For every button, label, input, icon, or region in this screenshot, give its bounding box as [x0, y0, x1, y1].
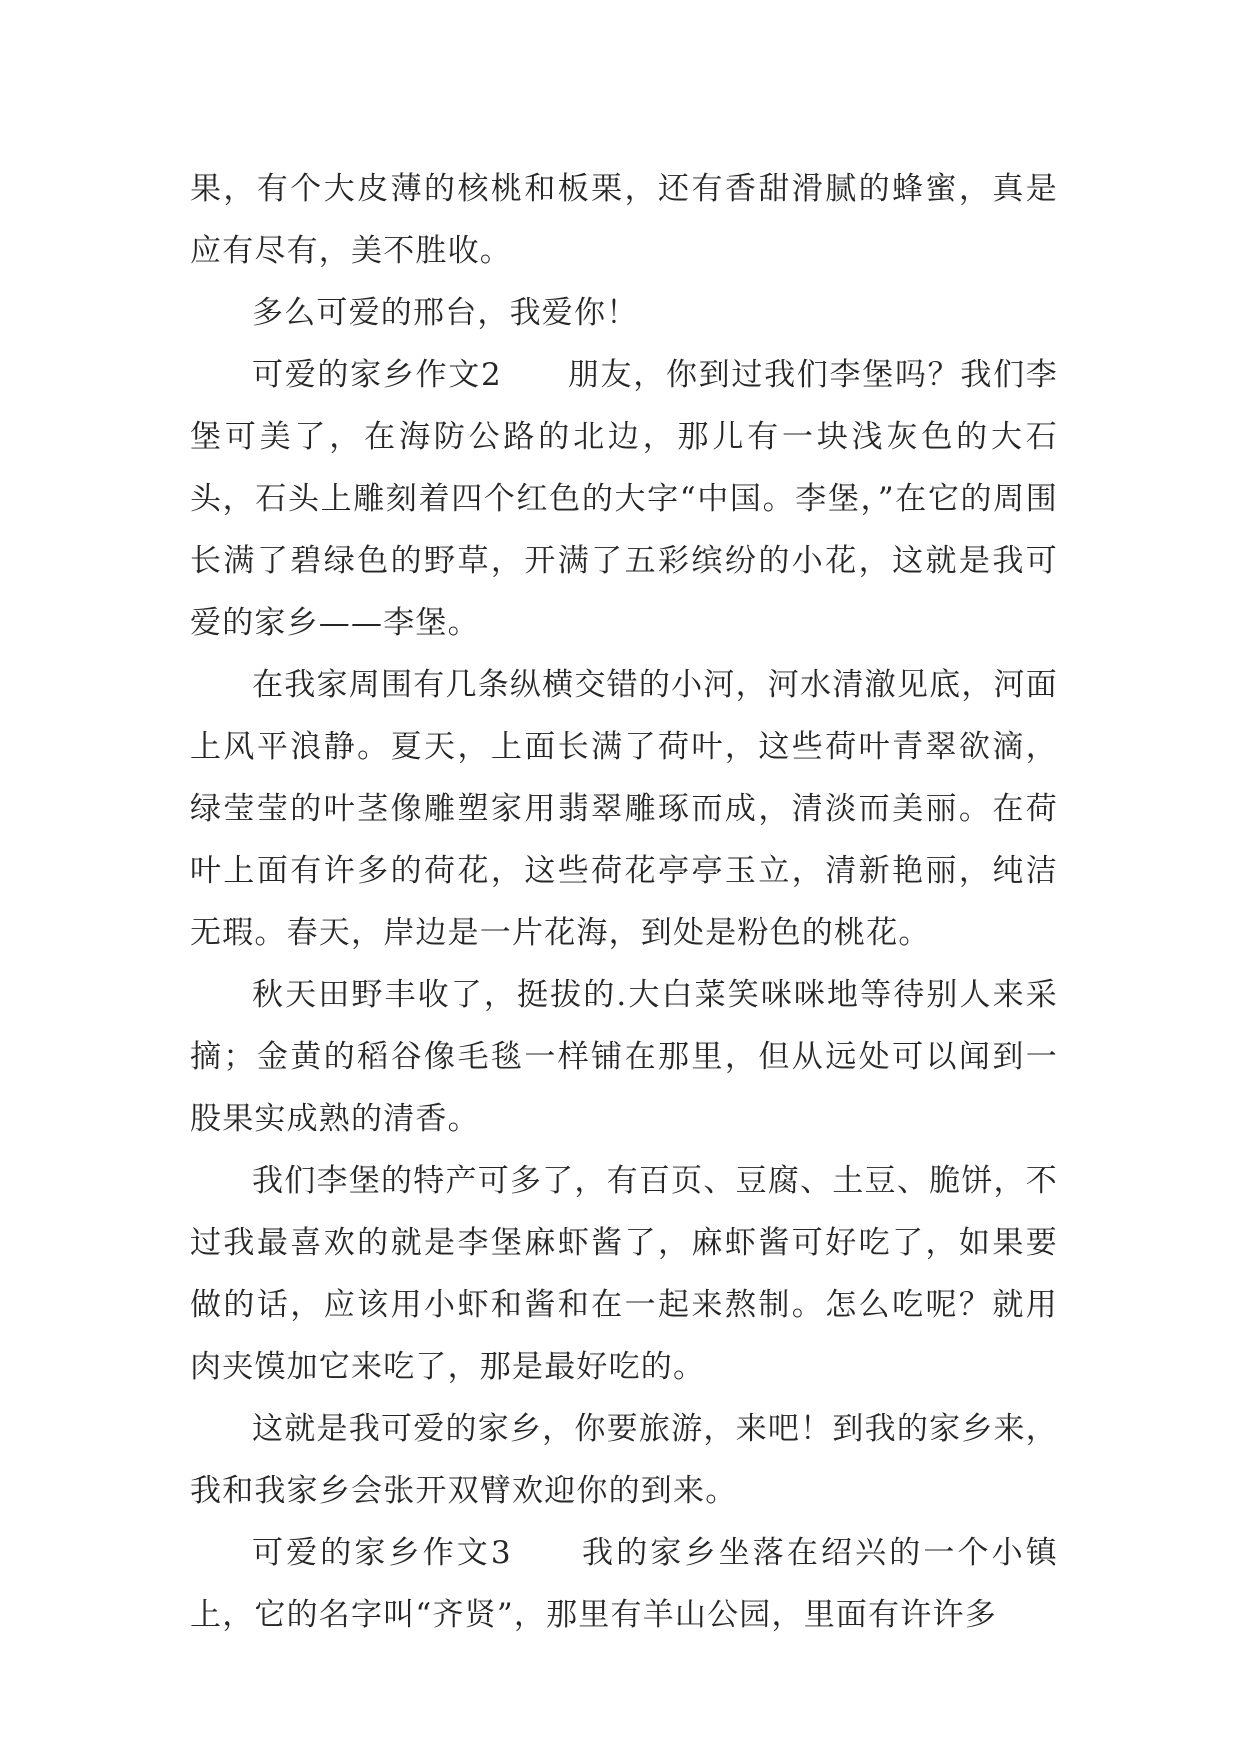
paragraph: 可爱的家乡作文3 我的家乡坐落在绍兴的一个小镇上，它的名字叫“齐贤”，那里有羊山公园，里面有许许多: [190, 1535, 1058, 1633]
document-body: [190, 158, 1058, 1646]
paragraph: 在我家周围有几条纵横交错的小河，河水清澈见底，河面上风平浪静。夏天，上面长满了荷叶，这些荷叶青翠欲滴，绿莹莹的叶茎像雕塑家用翡翠雕琢而成，清淡而美丽。在荷叶上面有许多的荷花，这些荷花亭亭玉立，清新艳丽，纯洁无瑕。春天，岸边是一片花海，到处是粉色的桃花。: [190, 667, 1058, 951]
paragraph: 多么可爱的邢台，我爱你！: [252, 295, 639, 331]
paragraph: 果，有个大皮薄的核桃和板栗，还有香甜滑腻的蜂蜜，真是应有尽有，美不胜收。: [190, 171, 1058, 269]
paragraph: 我们李堡的特产可多了，有百页、豆腐、土豆、脆饼，不过我最喜欢的就是李堡麻虾酱了，麻虾酱可好吃了，如果要做的话，应该用小虾和酱和在一起来熬制。怎么吃呢？就用肉夹馍加它来吃了，那是最好吃的。: [190, 1163, 1058, 1385]
paragraph: 这就是我可爱的家乡，你要旅游，来吧！到我的家乡来，我和我家乡会张开双臂欢迎你的到来。: [190, 1411, 1058, 1509]
paragraph: 秋天田野丰收了，挺拔的.大白菜笑咪咪地等待别人来采摘；金黄的稻谷像毛毯一样铺在那里，但从远处可以闻到一股果实成熟的清香。: [190, 977, 1058, 1137]
paragraph: 可爱的家乡作文2 朋友，你到过我们李堡吗？我们李堡可美了，在海防公路的北边，那儿有一块浅灰色的大石头，石头上雕刻着四个红色的大字“中国。李堡，”在它的周围长满了碧绿色的野草，开满了五彩缤纷的小花，这就是我可爱的家乡——李堡。: [190, 357, 1058, 641]
